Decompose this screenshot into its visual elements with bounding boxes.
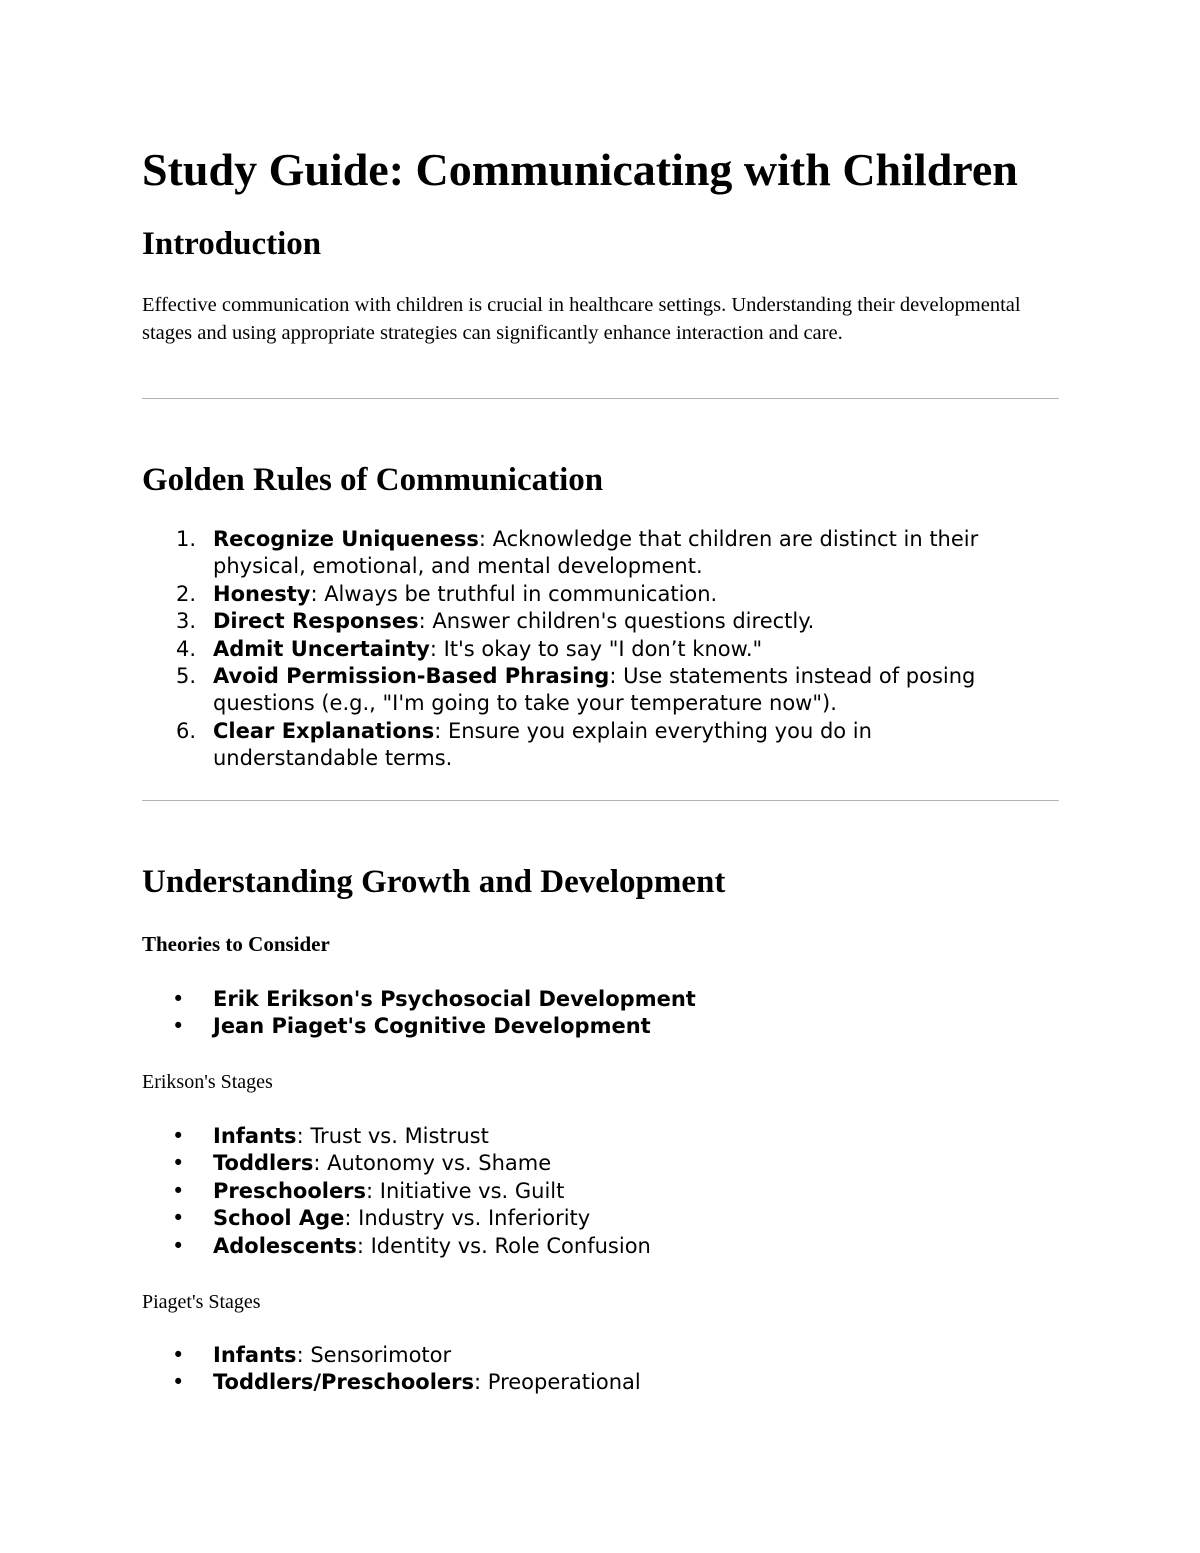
rule-text: : Ensure you explain everything you do in understandable terms. — [213, 718, 872, 771]
rule-item — [142, 718, 1013, 773]
rule-text: : Always be truthful in communication. — [310, 581, 718, 606]
erikson-stages-list — [142, 1123, 1059, 1260]
bullet-icon: • — [172, 1206, 185, 1231]
rule-text: : It's okay to say "I don’t know." — [429, 636, 763, 661]
rule-item — [142, 526, 1013, 581]
rule-term: Direct Responses — [213, 609, 419, 634]
rule-item — [142, 636, 1013, 663]
bullet-icon: • — [172, 1014, 185, 1039]
theory-name: Erik Erikson's Psychosocial Development — [213, 987, 696, 1011]
bullet-icon: • — [172, 1343, 185, 1367]
theory-item — [142, 1013, 1059, 1040]
stage-item — [142, 1233, 1059, 1260]
erikson-heading: Erikson's Stages — [142, 1071, 273, 1093]
stage-item — [142, 1342, 1059, 1369]
rule-item — [142, 608, 1013, 635]
stage-text: : Initiative vs. Guilt — [366, 1178, 565, 1203]
rule-text: : Answer children's questions directly. — [418, 609, 815, 634]
stage-item — [142, 1150, 1059, 1177]
stage-text: : Industry vs. Inferiority — [344, 1206, 591, 1231]
stage-text: : Identity vs. Role Confusion — [356, 1233, 651, 1258]
rule-item — [142, 581, 1013, 608]
theory-name: Jean Piaget's Cognitive Development — [213, 1014, 651, 1039]
rule-number: 3. — [176, 609, 197, 634]
rule-text: : Acknowledge that children are distinct in their physical, emotional, and mental development. — [213, 527, 979, 579]
rule-number: 6. — [176, 718, 197, 743]
rule-text: : Use statements instead of posing questions (e.g., "I'm going to take your temperature now"). — [213, 664, 976, 716]
stage-text: : Trust vs. Mistrust — [296, 1124, 489, 1148]
bullet-icon: • — [172, 1370, 185, 1395]
rule-item — [142, 663, 1013, 718]
golden-rules-list — [142, 526, 1059, 773]
rule-number: 5. — [176, 664, 197, 689]
stage-term: School Age — [213, 1206, 345, 1231]
theories-heading: Theories to Consider — [142, 932, 330, 956]
stage-term: Preschoolers — [213, 1178, 367, 1203]
golden-rules-heading: Golden Rules of Communication — [142, 462, 604, 498]
section-divider — [142, 800, 1059, 801]
stage-term: Toddlers/Preschoolers — [213, 1370, 475, 1395]
rule-number: 2. — [176, 581, 197, 606]
introduction-heading: Introduction — [142, 226, 322, 262]
page-title: Study Guide: Communicating with Children — [142, 144, 1018, 195]
rule-term: Admit Uncertainty — [213, 636, 430, 661]
bullet-icon: • — [172, 1178, 185, 1203]
bullet-icon: • — [172, 1151, 185, 1176]
stage-term: Adolescents — [213, 1233, 357, 1258]
stage-item — [142, 1178, 1059, 1205]
bullet-icon: • — [172, 1233, 185, 1258]
rule-term: Honesty — [213, 581, 311, 606]
stage-text: : Autonomy vs. Shame — [313, 1151, 552, 1176]
stage-item — [142, 1205, 1059, 1232]
piaget-stages-list — [142, 1342, 1059, 1397]
stage-term: Toddlers — [213, 1151, 314, 1176]
bullet-icon: • — [172, 1124, 185, 1148]
section-divider — [142, 398, 1059, 399]
theories-list — [142, 986, 1059, 1041]
introduction-text: Effective communication with children is crucial in healthcare settings. Understanding their developmental stages and using appropriate strategies can significantly enhance interaction and care. — [142, 294, 1021, 344]
growth-heading: Understanding Growth and Development — [142, 864, 726, 900]
stage-text: : Sensorimotor — [296, 1343, 452, 1367]
bullet-icon: • — [172, 987, 185, 1011]
rule-term: Avoid Permission-Based Phrasing — [213, 664, 610, 689]
piaget-heading: Piaget's Stages — [142, 1291, 261, 1313]
rule-number: 4. — [176, 636, 197, 661]
theory-item — [142, 986, 1059, 1013]
rule-number: 1. — [176, 527, 197, 551]
stage-term: Infants — [213, 1343, 297, 1367]
stage-text: : Preoperational — [474, 1370, 641, 1395]
rule-term: Clear Explanations — [213, 718, 435, 743]
stage-item — [142, 1369, 1059, 1396]
stage-term: Infants — [213, 1124, 297, 1148]
rule-term: Recognize Uniqueness — [213, 527, 479, 551]
stage-item — [142, 1123, 1059, 1150]
